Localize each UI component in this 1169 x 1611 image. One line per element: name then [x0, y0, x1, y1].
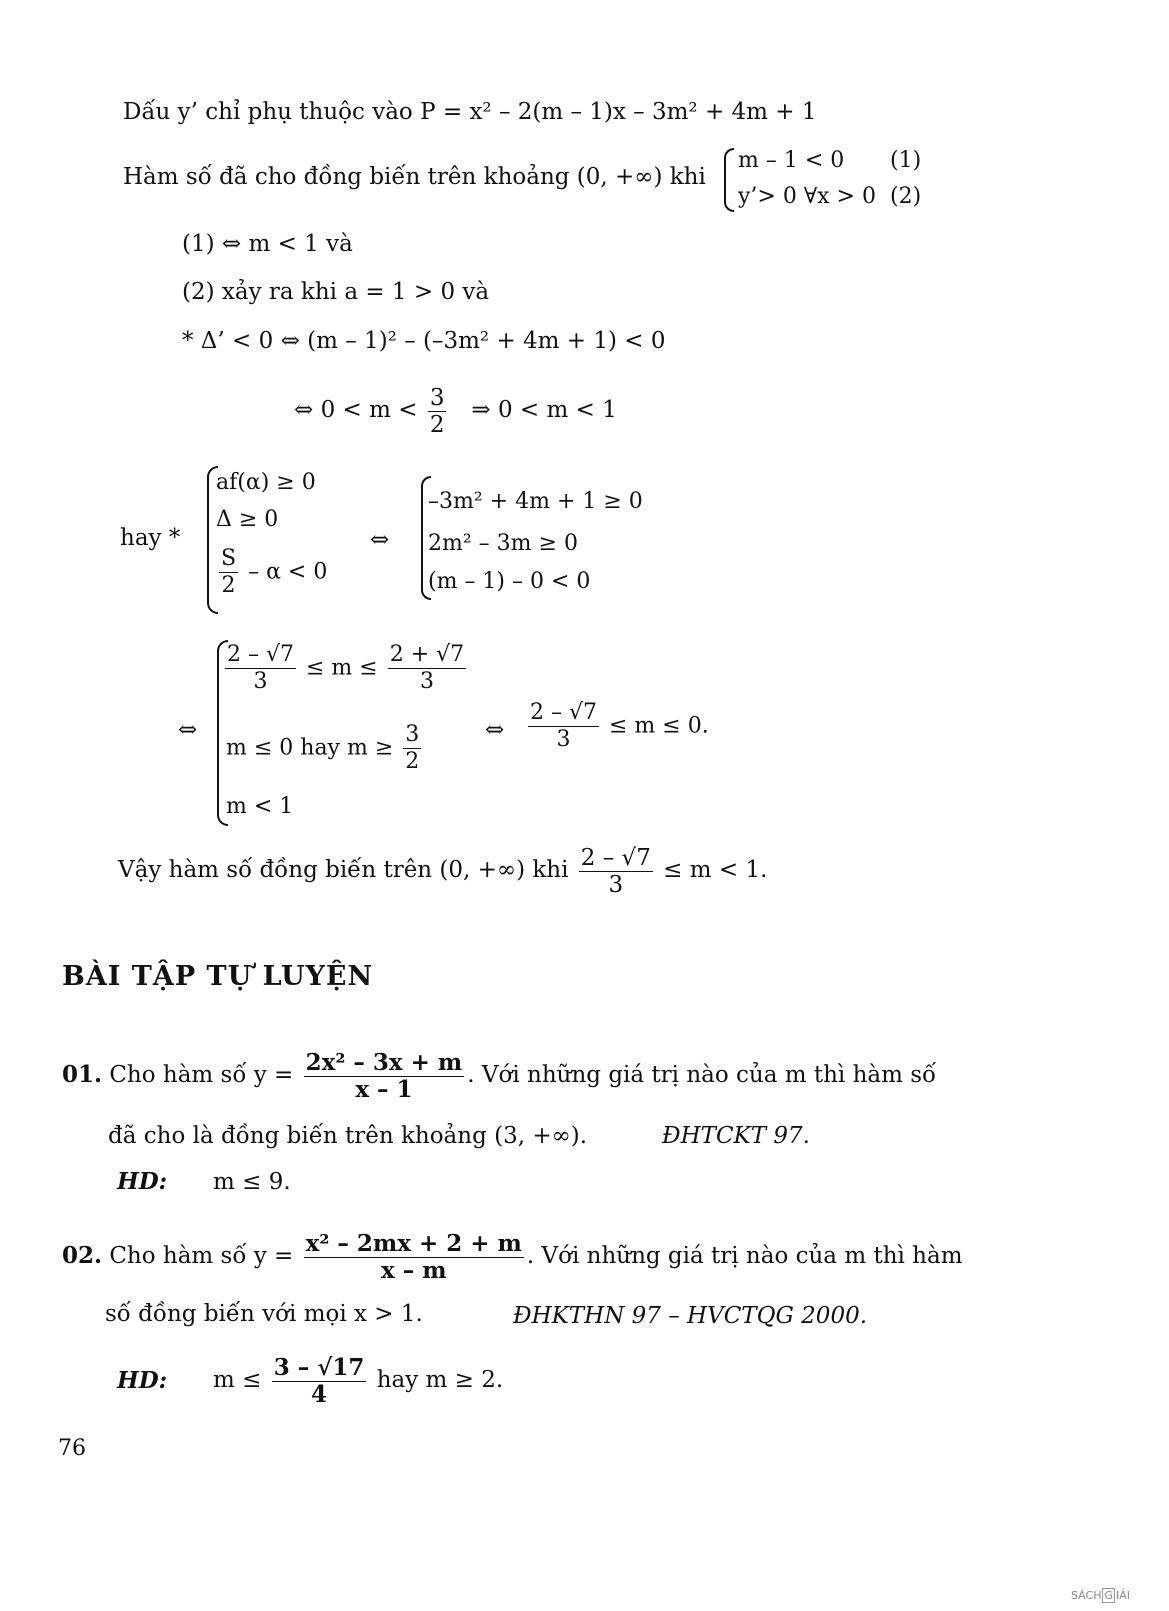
- exercise-02-hd-b: hay m ≥ 2.: [376, 1367, 504, 1393]
- sys-a-right-1: –3m² + 4m + 1 ≥ 0: [428, 489, 643, 514]
- step-1: (1) ⇔ m < 1 và: [182, 231, 353, 257]
- sys-a-right-2: 2m² – 3m ≥ 0: [428, 531, 578, 556]
- fraction-2-minus-sqrt7: [528, 700, 599, 753]
- equiv-b: ⇔: [178, 717, 198, 743]
- fraction-num: 3: [405, 722, 420, 747]
- sys-b-row-2: [226, 722, 424, 775]
- section-heading: BÀI TẬP TỰ LUYỆN: [62, 961, 374, 992]
- fraction-num: 2 – √7: [227, 642, 294, 667]
- sys-a-left-2: Δ ≥ 0: [216, 507, 279, 532]
- fraction-exercise-01: [304, 1050, 465, 1103]
- exercise-01-line-2: đã cho là đồng biến trên khoảng (3, +∞).: [108, 1123, 588, 1149]
- fraction-den: 3: [556, 727, 571, 752]
- fraction-den: x – 1: [355, 1075, 413, 1103]
- sys-b-row-2-a: m ≤ 0 hay m ≥: [226, 735, 394, 761]
- fraction-den: 3: [419, 669, 434, 694]
- fraction-2-minus-sqrt7: [225, 642, 296, 695]
- fraction-hd-02: [272, 1355, 367, 1408]
- step-2: (2) xảy ra khi a = 1 > 0 và: [182, 279, 490, 305]
- step-4: [294, 380, 617, 440]
- equiv-b2: ⇔: [485, 717, 505, 743]
- fraction-den: x – m: [380, 1256, 447, 1284]
- fraction-num: 3 – √17: [273, 1353, 365, 1381]
- exercise-02-source: ĐHKTHN 97 – HVCTQG 2000.: [513, 1303, 868, 1329]
- equiv-a: ⇔: [370, 527, 390, 553]
- cond-1-tag: (1): [890, 148, 922, 173]
- fraction-num: 3: [429, 384, 445, 411]
- exercise-01-text-a: Cho hàm số y =: [109, 1062, 294, 1088]
- fraction-num: x² – 2mx + 2 + m: [305, 1229, 522, 1257]
- sys-a-left-3-tail: – α < 0: [248, 559, 328, 585]
- watermark-mid: G: [1104, 1589, 1114, 1602]
- exercise-02-text-a: Cho hàm số y =: [109, 1243, 294, 1269]
- exercise-01-hd-text: m ≤ 9.: [213, 1169, 291, 1195]
- watermark-logo: [1071, 1588, 1130, 1603]
- fraction-3-2: [428, 385, 447, 438]
- sys-b-result: [525, 700, 709, 753]
- exercise-02-hd-label: HD:: [117, 1367, 168, 1394]
- sys-b-result-tail: ≤ m ≤ 0.: [609, 713, 709, 739]
- exercise-02-line-2: số đồng biến với mọi x > 1.: [105, 1301, 423, 1327]
- step-4-b: ⇒ 0 < m < 1: [471, 397, 617, 423]
- exercise-01-line-1: [62, 1045, 936, 1105]
- watermark-left: SÁCH: [1071, 1589, 1102, 1602]
- page-number: 76: [58, 1436, 86, 1461]
- fraction-den: 2: [221, 573, 236, 598]
- exercise-number: 02.: [62, 1242, 103, 1269]
- system-brace-1: [724, 148, 734, 212]
- fraction-2-minus-sqrt7: [579, 845, 653, 898]
- fraction-den: 3: [253, 669, 268, 694]
- sys-b-row-1: [222, 642, 469, 695]
- fraction-3-2: [403, 722, 421, 775]
- exercise-01-text-b: . Với những giá trị nào của m thì hàm số: [467, 1062, 937, 1088]
- step-4-a: ⇔ 0 < m <: [294, 397, 418, 423]
- cond-2-tag: (2): [890, 184, 922, 209]
- exercise-02-hd: [213, 1350, 503, 1410]
- line-condition-intro: Hàm số đã cho đồng biến trên khoảng (0, +∞) khi: [123, 164, 706, 190]
- fraction-num: 2 – √7: [580, 844, 651, 871]
- fraction-den: 3: [608, 871, 624, 898]
- fraction-num: 2 + √7: [389, 642, 465, 667]
- sys-b-row-3: m < 1: [226, 794, 294, 819]
- hay-star: hay *: [120, 525, 181, 551]
- step-3: * Δ’ < 0 ⇔ (m – 1)² – (–3m² + 4m + 1) < 0: [182, 328, 666, 354]
- conclusion: [118, 840, 767, 900]
- sys-b-row-1-mid: ≤ m ≤: [306, 655, 378, 681]
- conclusion-tail: ≤ m < 1.: [663, 857, 768, 883]
- fraction-den: 4: [311, 1380, 328, 1408]
- sys-a-left-1: af(α) ≥ 0: [216, 470, 316, 495]
- exercise-02-line-1: [62, 1226, 963, 1286]
- fraction-num: 2x² – 3x + m: [305, 1048, 463, 1076]
- sys-a-right-3: (m – 1) – 0 < 0: [428, 569, 591, 594]
- exercise-01-hd-label: HD:: [117, 1168, 168, 1195]
- fraction-2-plus-sqrt7: [388, 642, 466, 695]
- line-sign-depends: Dấu y’ chỉ phụ thuộc vào P = x² – 2(m – 1)x – 3m² + 4m + 1: [123, 99, 817, 125]
- fraction-num: S: [221, 546, 237, 571]
- fraction-num: 2 – √7: [530, 700, 597, 725]
- exercise-02-text-b: . Với những giá trị nào của m thì hàm: [526, 1243, 963, 1269]
- fraction-den: 2: [429, 411, 445, 438]
- sys-a-left-3: [216, 546, 327, 599]
- exercise-02-hd-a: m ≤: [213, 1367, 262, 1393]
- conclusion-text: Vậy hàm số đồng biến trên (0, +∞) khi: [118, 857, 569, 883]
- fraction-den: 2: [405, 749, 420, 774]
- exercise-number: 01.: [62, 1061, 103, 1088]
- fraction-s-2: [219, 546, 238, 599]
- fraction-exercise-02: [304, 1231, 524, 1284]
- cond-1: m – 1 < 0: [738, 148, 845, 173]
- exercise-01-source: ĐHTCKT 97.: [662, 1123, 810, 1149]
- cond-2: y’> 0 ∀x > 0: [738, 184, 876, 209]
- watermark-right: IẢI: [1116, 1589, 1131, 1602]
